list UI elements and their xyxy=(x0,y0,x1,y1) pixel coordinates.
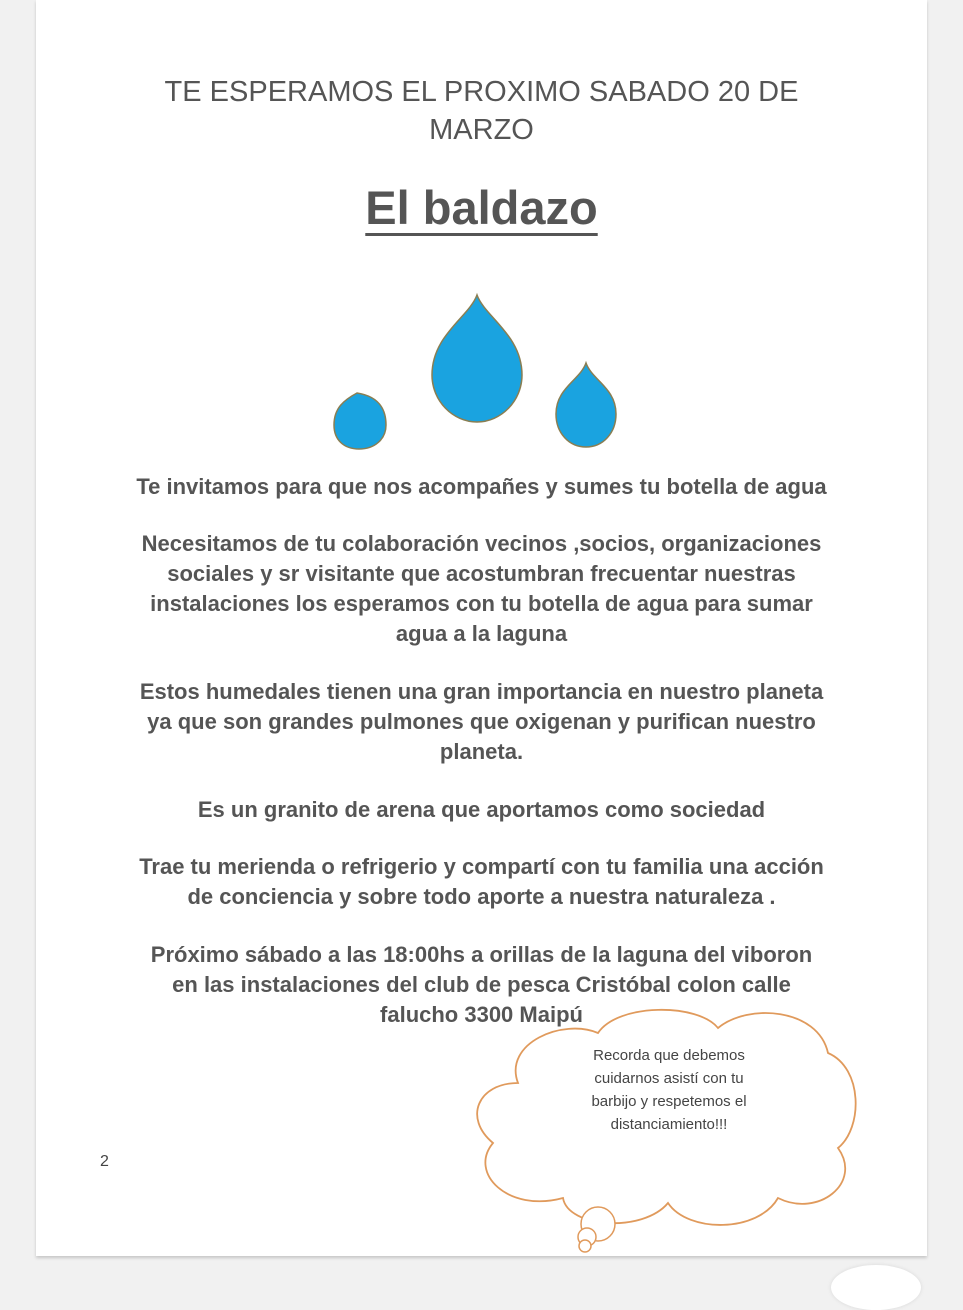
paragraph-line: Trae tu merienda o refrigerio y compartí con tu familia una acción xyxy=(139,854,824,879)
page-number: 2 xyxy=(100,1153,109,1170)
paragraph-line: falucho 3300 Maipú xyxy=(380,1002,583,1027)
cloud-note-line: Recorda que debemos xyxy=(593,1047,745,1064)
event-title xyxy=(0,180,963,235)
paragraph-line: Próximo sábado a las 18:00hs a orillas de la laguna del viboron xyxy=(150,942,813,967)
paragraph-line: en las instalaciones del club de pesca Cristóbal colon calle xyxy=(172,972,791,997)
paragraph-granito xyxy=(80,795,883,825)
cloud-note-line: distanciamiento!!! xyxy=(610,1116,728,1133)
paragraph-line: Necesitamos de tu colaboración vecinos ,socios, organizaciones xyxy=(141,531,822,556)
paragraph-merienda xyxy=(80,852,883,912)
event-title-text: El baldazo xyxy=(365,181,598,234)
paragraph-line: agua a la laguna xyxy=(395,621,568,646)
cloud-bubble-small xyxy=(579,1240,591,1252)
cloud-note-line: cuidarnos asistí con tu xyxy=(594,1070,744,1087)
paragraph-line: Te invitamos para que nos acompañes y sumes tu botella de agua xyxy=(136,474,827,499)
paragraph-invitation xyxy=(80,472,883,502)
paragraph-wetlands xyxy=(80,677,883,767)
paragraph-line: instalaciones los esperamos con tu botella de agua para sumar xyxy=(150,591,813,616)
event-date-headline xyxy=(0,73,963,149)
water-drop-left-icon xyxy=(334,393,386,449)
paragraph-line: de conciencia y sobre todo aporte a nuestra naturaleza . xyxy=(187,884,776,909)
paragraph-line: Es un granito de arena que aportamos como sociedad xyxy=(197,797,766,822)
headline-line-1: TE ESPERAMOS EL PROXIMO SABADO 20 DE xyxy=(164,76,799,108)
paragraph-line: ya que son grandes pulmones que oxigenan y purifican nuestro xyxy=(147,709,816,734)
cloud-note-text xyxy=(545,1044,793,1136)
headline-line-2: MARZO xyxy=(429,114,534,146)
cloud-note-line: barbijo y respetemos el xyxy=(591,1093,747,1110)
water-drop-center-icon xyxy=(432,295,522,422)
floating-action-button[interactable] xyxy=(831,1265,921,1310)
water-drops-illustration xyxy=(320,285,640,460)
paragraph-collaboration xyxy=(80,529,883,649)
paragraph-line: sociales y sr visitante que acostumbran frecuentar nuestras xyxy=(167,561,796,586)
paragraph-line: Estos humedales tienen una gran importancia en nuestro planeta xyxy=(139,679,824,704)
paragraph-line: planeta. xyxy=(439,739,524,764)
water-drop-right-icon xyxy=(556,363,616,447)
